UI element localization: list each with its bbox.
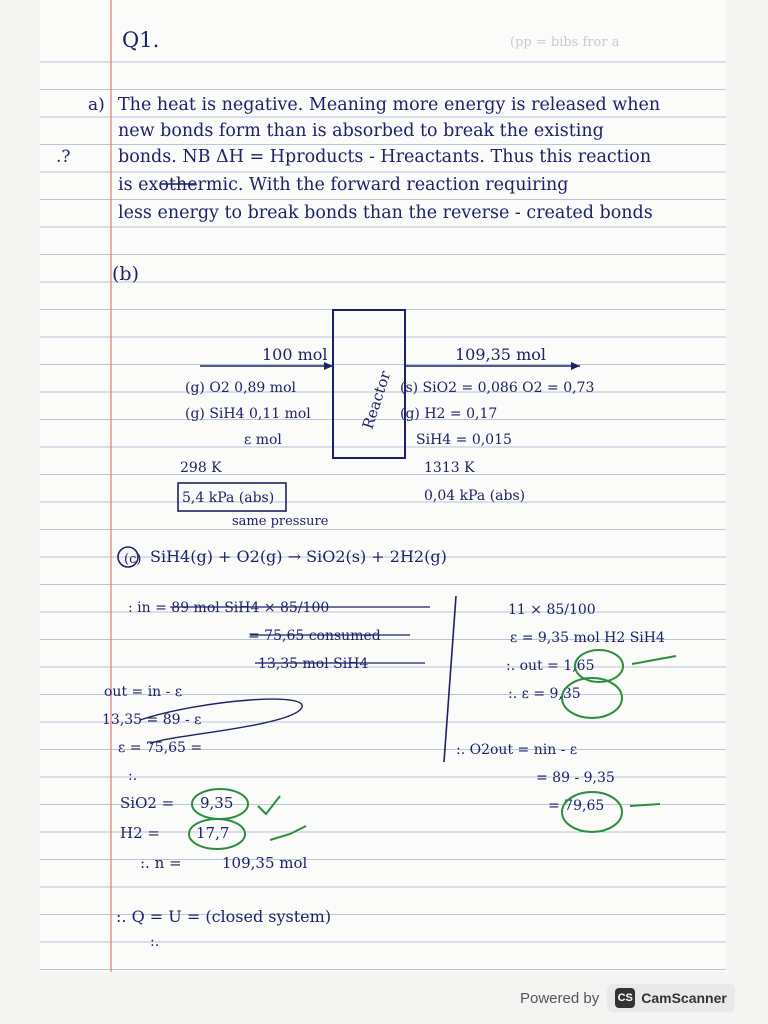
sio2-label: SiO2 = <box>120 794 175 812</box>
part-a-line: new bonds form than is absorbed to break the existing <box>118 121 604 141</box>
h2-value: 17,7 <box>196 824 230 842</box>
reaction-equation: SiH4(g) + O2(g) → SiO2(s) + 2H2(g) <box>150 547 447 566</box>
n-value: 109,35 mol <box>222 854 308 872</box>
question-header: Q1. <box>122 28 160 52</box>
margin-note: .? <box>56 147 71 167</box>
feed-temp: 298 K <box>180 460 222 476</box>
part-a-label: a) <box>88 95 105 115</box>
part-a-line: bonds. NB ΔH = Hproducts - Hreactants. Thus this reaction <box>118 147 652 167</box>
right-work-line: :. O2out = nin - ε <box>456 742 578 758</box>
closing-dots: :. <box>150 934 160 950</box>
camscanner-logo <box>607 984 735 1012</box>
same-pressure-note: same pressure <box>232 514 329 529</box>
feed-item: (g) SiH4 0,11 mol <box>185 406 311 422</box>
right-work-line: :. ε = 9,35 <box>508 686 581 702</box>
part-b-label: (b) <box>112 263 139 285</box>
left-work-line: 13,35 = 89 - ε <box>102 712 202 728</box>
feed-pressure: 5,4 kPa (abs) <box>182 490 275 506</box>
camscanner-icon: CS <box>615 988 635 1008</box>
left-work-line: 13,35 mol SiH4 <box>258 656 369 672</box>
part-a-line: The heat is negative. Meaning more energy is released when <box>118 95 661 115</box>
feed-item: (g) O2 0,89 mol <box>185 380 296 396</box>
camscanner-name: CamScanner <box>641 990 727 1006</box>
part-a-line: less energy to break bonds than the reverse - created bonds <box>118 203 653 223</box>
right-work-line: :. out = 1,65 <box>506 658 595 674</box>
right-work-line: = 79,65 <box>548 798 605 814</box>
product-pressure: 0,04 kPa (abs) <box>424 488 526 504</box>
feed-item: ε mol <box>244 432 282 448</box>
results-dots: :. <box>128 768 138 784</box>
left-work-line: = 75,65 consumed <box>248 628 381 644</box>
right-work-line: 11 × 85/100 <box>508 602 596 618</box>
right-work-line: ε = 9,35 mol H2 SiH4 <box>510 630 665 646</box>
part-c-label: (c) <box>124 552 142 567</box>
product-temp: 1313 K <box>424 460 475 476</box>
powered-by-text: Powered by <box>520 989 600 1007</box>
product-total: 109,35 mol <box>455 345 546 364</box>
product-item: (g) H2 = 0,17 <box>400 406 498 422</box>
reactor-label: Reactor <box>358 368 395 432</box>
left-work-line: : in = 89 mol SiH4 × 85/100 <box>128 600 330 616</box>
faint-header: (pp = bibs fror a <box>510 35 620 50</box>
scanner-footer <box>520 980 756 1016</box>
product-item: SiH4 = 0,015 <box>416 432 512 448</box>
h2-label: H2 = <box>120 824 160 842</box>
sio2-value: 9,35 <box>200 794 234 812</box>
closing-line: :. Q = U = (closed system) <box>116 907 332 926</box>
feed-total: 100 mol <box>262 345 328 364</box>
part-a-line: is exothermic. With the forward reaction requiring <box>118 175 569 195</box>
left-work-line: ε = 75,65 = <box>118 740 203 756</box>
n-label: :. n = <box>140 854 182 872</box>
right-work-line: = 89 - 9,35 <box>536 770 615 786</box>
left-work-line: out = in - ε <box>104 684 183 700</box>
product-item: (s) SiO2 = 0,086 O2 = 0,73 <box>400 380 595 396</box>
